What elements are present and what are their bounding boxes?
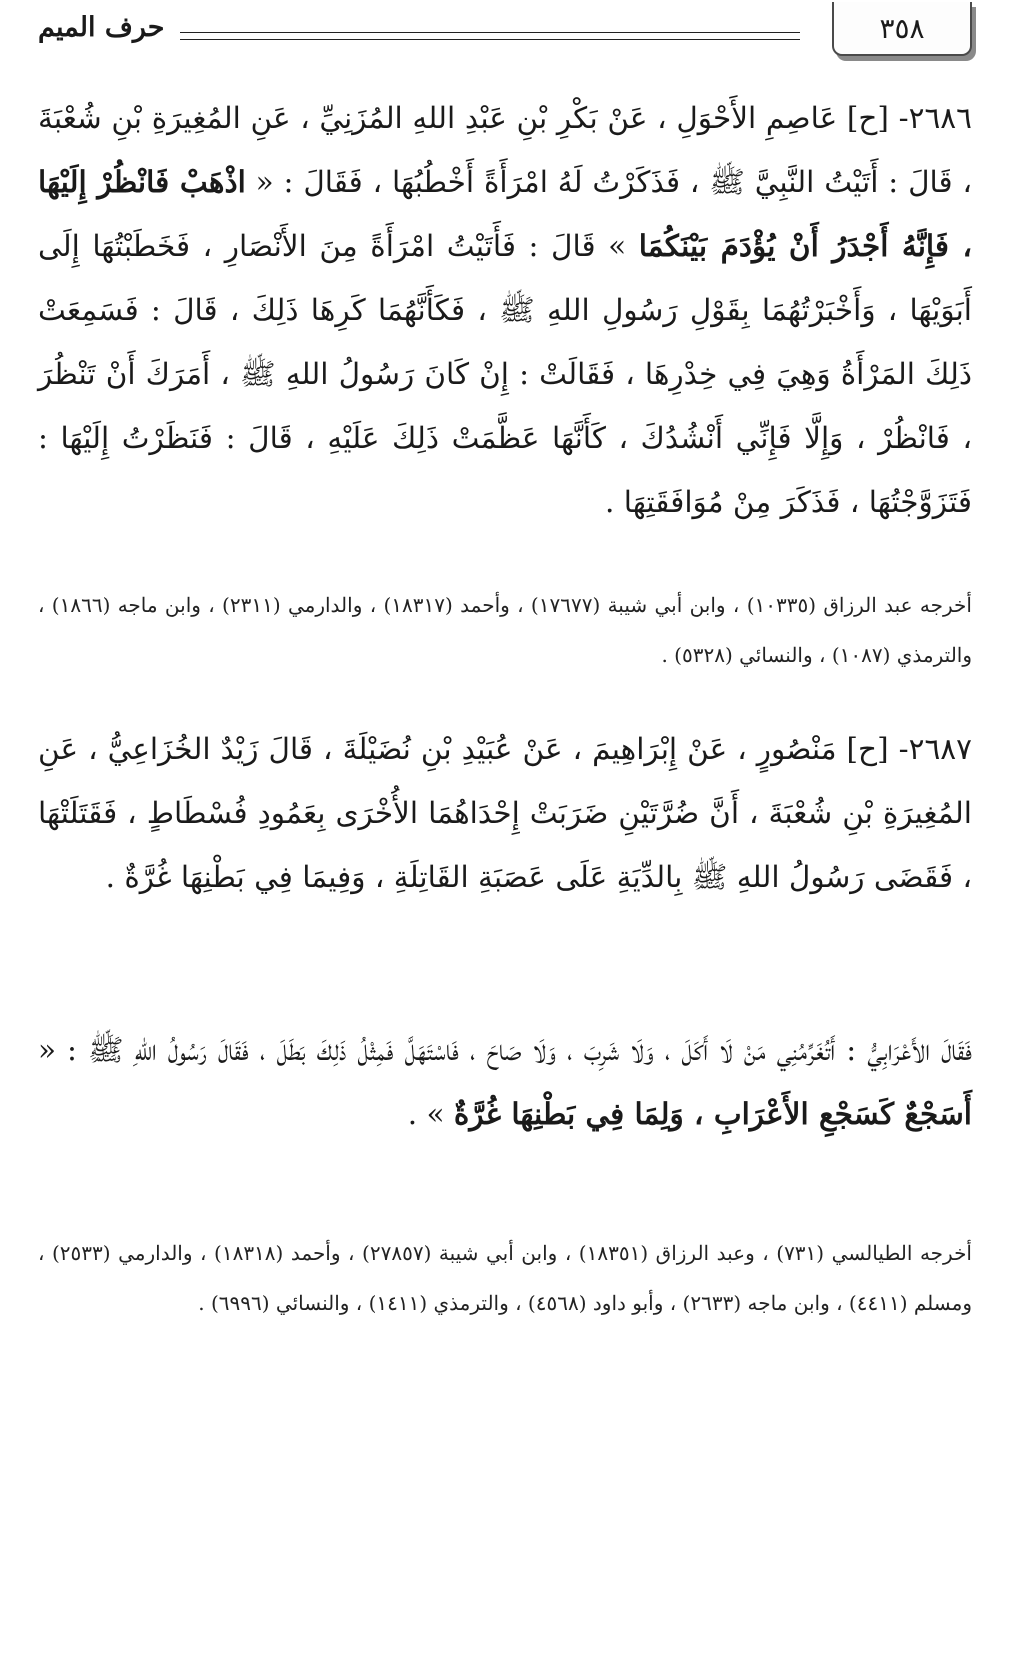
hadith-2687: [38, 717, 972, 909]
book-page: [38, 0, 972, 1657]
chapter-title: حرف الميم: [38, 12, 165, 43]
takhrij-2687: أخرجه الطيالسي (٧٣١) ، وعبد الرزاق (١٨٣٥١) ، وابن أبي شيبة (٢٧٨٥٧) ، وأحمد (١٨٣١٨) ، والدارمي (٢٥٣٣) ، ومسلم (٤٤١١) ، وابن ماجه (٢٦٣٣) ، وأبو داود (٤٥٦٨) ، والترمذي (١٤١١) ، والنسائي (٦٩٩٦) .: [38, 1241, 972, 1315]
hadith-text: - [ح] مَنْصُورٍ ، عَنْ إِبْرَاهِيمَ ، عَنْ عُبَيْدِ بْنِ نُضَيْلَةَ ، قَالَ زَيْدٌ الخُزَاعِيُّ ، عَنِ المُغِيرَةِ بْنِ شُعْبَةَ ، أَنَّ ضُرَّتَيْنِ ضَرَبَتْ إِحْدَاهُمَا الأُخْرَى بِعَمُودِ فُسْطَاطٍ ، فَقَتَلَتْهَا ، فَقَضَى رَسُولُ اللهِ ﷺ بِالدِّيَةِ عَلَى عَصَبَةِ القَاتِلَةِ ، وَفِيمَا فِي بَطْنِهَا غُرَّةٌ .: [38, 732, 972, 894]
hadith-text: فَقَالَ الأَعْرَابِيُّ : أَتُغَرِّمُنِي مَنْ لَا أَكَلَ ، وَلَا شَرِبَ ، وَلَا صَاحَ ، فَاسْتَهَلَّ فَمِثْلُ ذَلِكَ بَطَلَ ، فَقَالَ رَسُولُ اللهِ ﷺ : «: [38, 1033, 972, 1067]
page-number: ٣٥٨: [832, 2, 972, 56]
hadith-2686: [38, 86, 972, 534]
page-header: [38, 2, 972, 64]
header-double-rule: [180, 32, 800, 40]
prophetic-saying: أَسَجْعٌ كَسَجْعِ الأَعْرَابِ ، وَلِمَا فِي بَطْنِهَا غُرَّةٌ: [453, 1096, 972, 1131]
hadith-text: - [ح] عَاصِمِ الأَحْوَلِ ، عَنْ بَكْرِ بْنِ عَبْدِ اللهِ المُزَنِيِّ ، عَنِ المُغِيرَةِ بْنِ شُعْبَةَ ، قَالَ : أَتَيْتُ النَّبِيَّ ﷺ ، فَذَكَرْتُ لَهُ امْرَأَةً أَخْطُبُهَا ، فَقَالَ : «: [38, 101, 972, 199]
hadith-text-continued: » قَالَ : فَأَتَيْتُ امْرَأَةً مِنَ الأَنْصَارِ ، فَخَطَبْتُهَا إِلَى أَبَوَيْهَا ، وَأَخْبَرْتُهُمَا بِقَوْلِ رَسُولِ اللهِ ﷺ ، فَكَأَنَّهُمَا كَرِهَا ذَلِكَ ، قَالَ : فَسَمِعَتْ ذَلِكَ المَرْأَةُ وَهِيَ فِي خِدْرِهَا ، فَقَالَتْ : إِنْ كَانَ رَسُولُ اللهِ ﷺ ، أَمَرَكَ أَنْ تَنْظُرَ ، فَانْظُرْ ، وَإِلَّا فَإِنِّي أَنْشُدُكَ ، كَأَنَّهَا عَظَّمَتْ ذَلِكَ عَلَيْهِ ، قَالَ : فَنَظَرْتُ إِلَيْهَا : فَتَزَوَّجْتُهَا ، فَذَكَرَ مِنْ مُوَافَقَتِهَا .: [38, 229, 972, 519]
takhrij-2686: أخرجه عبد الرزاق (١٠٣٣٥) ، وابن أبي شيبة (١٧٦٧٧) ، وأحمد (١٨٣١٧) ، والدارمي (٢٣١١) ، وابن ماجه (١٨٦٦) ، والترمذي (١٠٨٧) ، والنسائي (٥٣٢٨) .: [38, 593, 972, 667]
hadith-number: ٢٦٨٦: [908, 101, 972, 135]
hadith-2687-continuation: [38, 1018, 972, 1146]
hadith-number: ٢٦٨٧: [908, 732, 972, 766]
hadith-text-continued: » .: [407, 1097, 454, 1131]
prophetic-saying: اذْهَبْ فَانْظُرْ إِلَيْهَا ، فَإِنَّهُ أَجْدَرُ أَنْ يُؤْدَمَ بَيْنَكُمَا: [38, 164, 972, 263]
